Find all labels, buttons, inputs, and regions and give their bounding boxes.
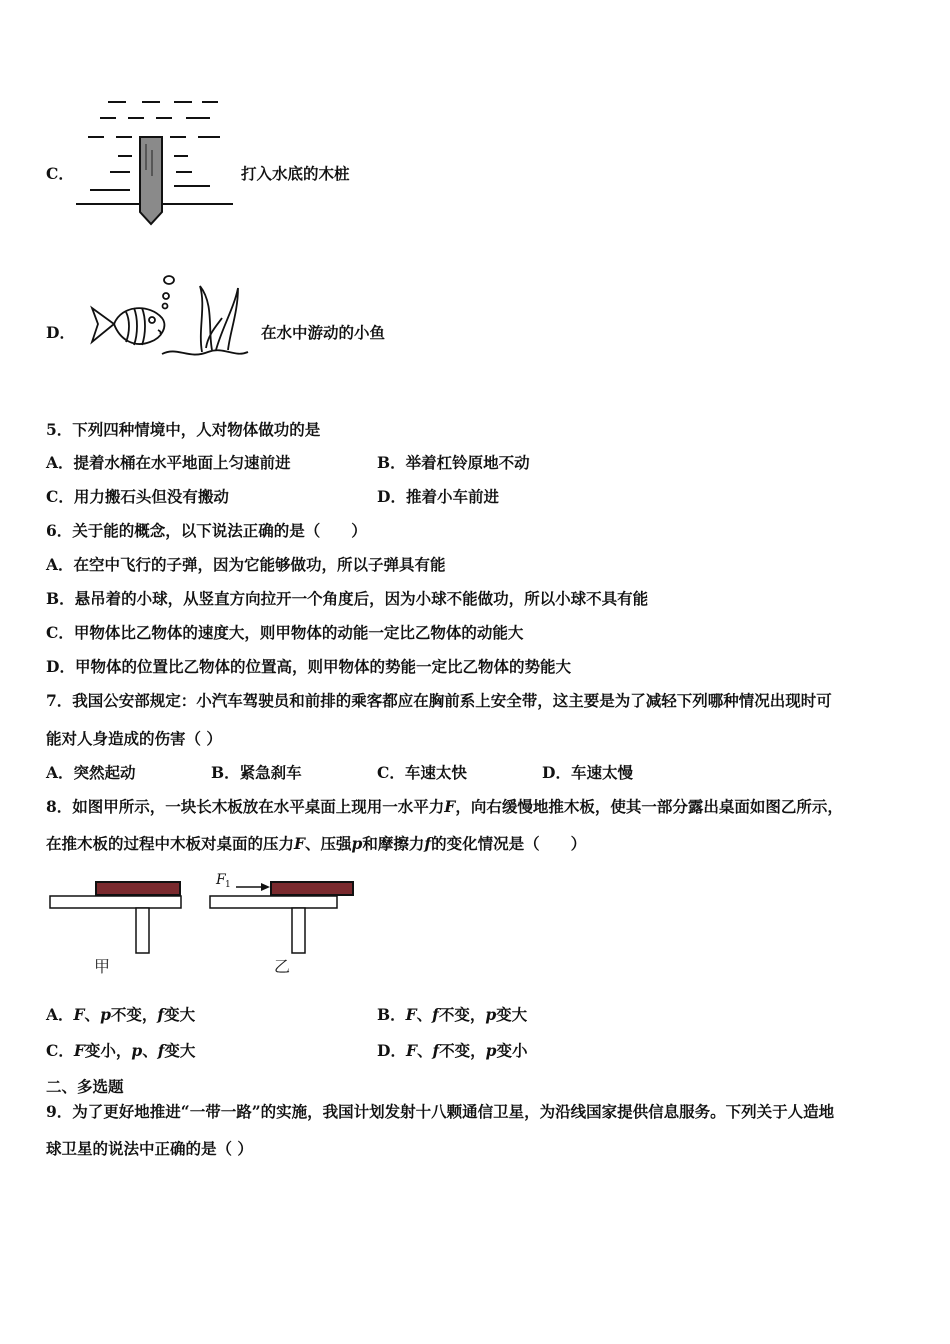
table-leg-jia <box>136 908 149 953</box>
board-yi <box>271 882 353 895</box>
q7-stem-line1: 7．我国公安部规定：小汽车驾驶员和前排的乘客都应在胸前系上安全带，这主要是为了减轻下列哪种情况出现时可 <box>46 691 832 710</box>
q9-stem-line2: 球卫星的说法中正确的是（ ） <box>46 1139 253 1158</box>
option-d-caption: 在水中游动的小鱼 <box>261 323 386 342</box>
force-subscript: 1 <box>225 880 231 890</box>
q7-stem-line2: 能对人身造成的伤害（ ） <box>46 729 222 748</box>
option-d-label: D． <box>46 323 75 342</box>
q7-option-a: A．突然起动 <box>46 763 136 782</box>
force-label: F <box>216 872 226 888</box>
table-top-jia <box>50 896 181 908</box>
q5-option-d: D．推着小车前进 <box>377 487 499 506</box>
label-jia: 甲 <box>94 957 111 976</box>
fish-figure <box>78 268 253 368</box>
q7-option-d: D．车速太慢 <box>542 763 633 782</box>
q5-option-b: B．举着杠铃原地不动 <box>377 453 530 472</box>
q8-stem-line1: 8．如图甲所示，一块长木板放在水平桌面上现用一水平力F，向右缓慢地推木板，使其一部分露出桌面如图乙所示， <box>46 797 843 816</box>
q8-option-d: D．F、f不变，p变小 <box>377 1041 528 1060</box>
option-c-label: C． <box>46 164 74 183</box>
table-top-yi <box>210 896 337 908</box>
q6-option-a: A．在空中飞行的子弹，因为它能够做功，所以子弹具有能 <box>46 555 446 574</box>
q8-option-a: A．F、p不变，f变大 <box>46 1005 196 1024</box>
q8-option-b: B．F、f不变，p变大 <box>377 1005 528 1024</box>
label-yi: 乙 <box>274 957 291 976</box>
q5-option-c: C．用力搬石头但没有搬动 <box>46 487 229 506</box>
q6-option-c: C．甲物体比乙物体的速度大，则甲物体的动能一定比乙物体的动能大 <box>46 623 524 642</box>
board-jia <box>96 882 180 895</box>
q8-stem-line2: 在推木板的过程中木板对桌面的压力F、压强p和摩擦力f的变化情况是（ ） <box>46 834 587 853</box>
q7-option-c: C．车速太快 <box>377 763 467 782</box>
q5-stem: 5．下列四种情境中，人对物体做功的是 <box>46 420 321 439</box>
section-title: 二、多选题 <box>46 1077 124 1096</box>
q6-stem: 6．关于能的概念，以下说法正确的是（ ） <box>46 521 367 540</box>
table-leg-yi <box>292 908 305 953</box>
q8-option-c: C．F变小，p、f变大 <box>46 1041 196 1060</box>
q6-option-b: B．悬吊着的小球，从竖直方向拉开一个角度后，因为小球不能做功，所以小球不具有能 <box>46 589 649 608</box>
option-c-caption: 打入水底的木桩 <box>241 164 350 183</box>
q6-option-d: D．甲物体的位置比乙物体的位置高，则甲物体的势能一定比乙物体的势能大 <box>46 657 571 676</box>
q5-option-a: A．提着水桶在水平地面上匀速前进 <box>46 453 291 472</box>
q7-option-b: B．紧急刹车 <box>211 763 302 782</box>
q9-stem-line1: 9．为了更好地推进“一带一路”的实施，我国计划发射十八颗通信卫星，为沿线国家提供信息服务。下列关于人造地 <box>46 1102 835 1121</box>
stake-in-water-figure <box>70 92 240 232</box>
board-table-figure <box>46 870 366 980</box>
